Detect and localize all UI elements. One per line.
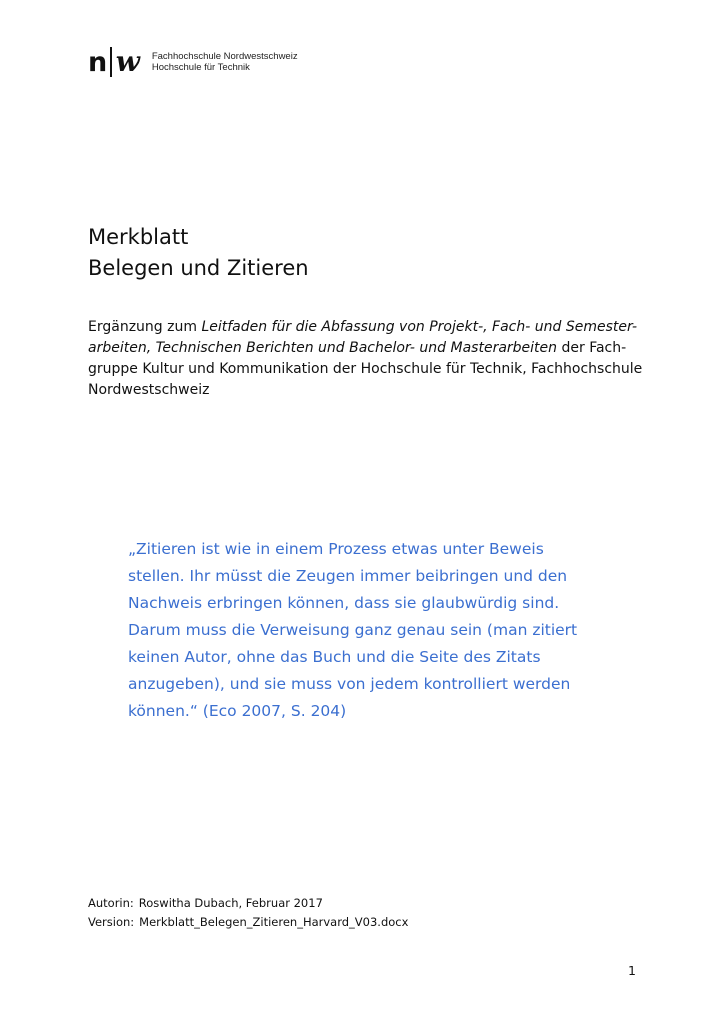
institution-name-line2: Hochschule für Technik: [151, 62, 250, 73]
quote-line: keinen Autor, ohne das Buch und die Seite des Zitats: [128, 648, 541, 666]
intro-line-1-italic: Leitfaden für die Abfassung von Projekt-, Fach- und Semester-: [201, 319, 638, 335]
eco-quote: [128, 536, 608, 725]
institution-name-line1: Fachhochschule Nordwestschweiz: [151, 51, 298, 62]
author-row: [88, 894, 408, 913]
quote-line: stellen. Ihr müsst die Zeugen immer beibringen und den: [128, 567, 568, 585]
institution-name: [152, 51, 298, 73]
intro-line-2-plain: der Fach-: [557, 340, 627, 356]
author-value: Roswitha Dubach, Februar 2017: [138, 896, 323, 910]
logo-divider: [110, 47, 112, 77]
document-title: [88, 222, 309, 284]
document-title-line2: Belegen und Zitieren: [88, 256, 309, 280]
quote-line: Nachweis erbringen können, dass sie glaubwürdig sind.: [128, 594, 560, 612]
intro-line-1: [88, 317, 648, 338]
quote-line: „Zitieren ist wie in einem Prozess etwas unter Beweis: [128, 540, 544, 558]
intro-paragraph: [88, 317, 648, 401]
quote-line: können.“ (Eco 2007, S. 204): [128, 702, 347, 720]
logo-letter-w: w: [115, 45, 140, 78]
version-row: [88, 913, 408, 932]
intro-line-4: Nordwestschweiz: [88, 382, 210, 398]
intro-line-2-italic: arbeiten, Technischen Berichten und Bachelor- und Masterarbeiten: [88, 340, 558, 356]
document-meta: [88, 894, 408, 932]
version-label: Version:: [88, 915, 135, 929]
quote-line: anzugeben), und sie muss von jedem kontrolliert werden: [128, 675, 571, 693]
logo-letter-n: n: [88, 46, 108, 78]
intro-line-2: [88, 338, 648, 359]
version-value: Merkblatt_Belegen_Zitieren_Harvard_V03.docx: [139, 915, 409, 929]
author-label: Autorin:: [88, 896, 134, 910]
intro-line-1-plain: Ergänzung zum: [88, 319, 202, 335]
institution-logo: [88, 45, 298, 79]
page-number: 1: [628, 963, 636, 978]
fhnw-logo-mark: [88, 47, 140, 77]
intro-line-3: gruppe Kultur und Kommunikation der Hochschule für Technik, Fachhochschule: [88, 361, 643, 377]
quote-line: Darum muss die Verweisung ganz genau sein (man zitiert: [128, 621, 578, 639]
document-title-line1: Merkblatt: [88, 225, 189, 249]
